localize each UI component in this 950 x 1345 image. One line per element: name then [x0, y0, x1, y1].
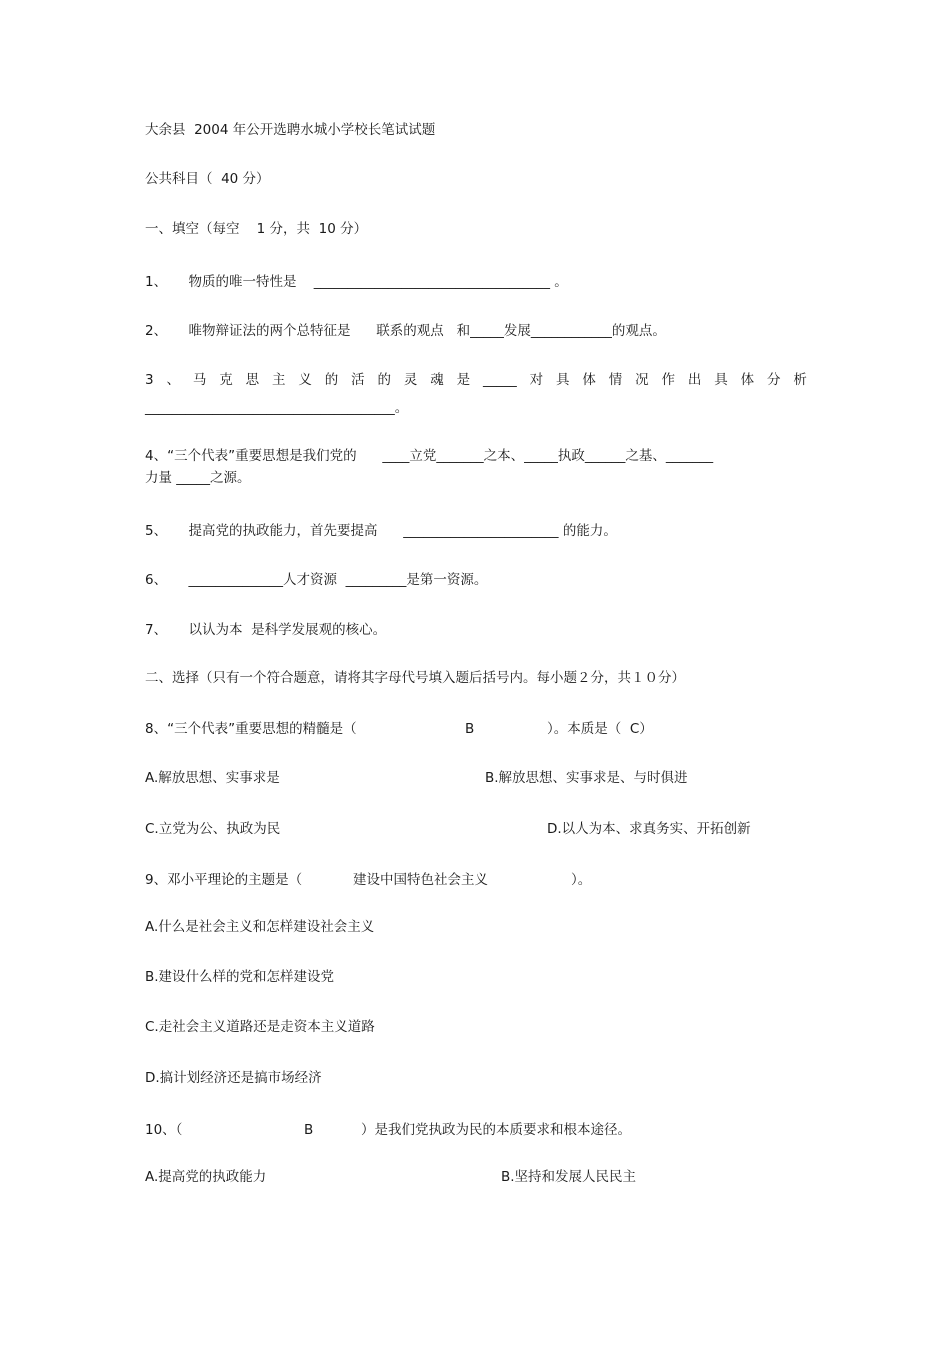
question-3-line-1 [145, 371, 807, 389]
question-10-stem: 10、（ [145, 1122, 183, 1138]
question-8-stem-end: ）。本质是（ C） [547, 721, 653, 737]
q9-option-c: C.走社会主义道路还是走资本主义道路 [145, 1019, 375, 1035]
q3-char: 主 [271, 372, 286, 388]
q3-char: 克 [219, 372, 233, 388]
q3-char: 是 [456, 372, 471, 388]
question-4-line-1: 4、“三个代表”重要思想是我们党的 ____立党_______之本、_____执政______之基、_______ [145, 448, 714, 464]
q3-char: 体 [740, 372, 755, 388]
q9-option-b: B.建设什么样的党和怎样建设党 [145, 969, 335, 985]
q3-char: 义 [298, 372, 312, 388]
q3-char: 、 [166, 372, 180, 388]
question-10-answer: B [304, 1122, 314, 1138]
q3-char: 作 [661, 372, 675, 388]
question-9-stem-end: ）。 [571, 872, 592, 888]
q3-char: 3 [145, 372, 154, 388]
question-1: 1、 物质的唯一特性是 ___________________________________ 。 [145, 274, 568, 290]
q3-char: 具 [714, 372, 728, 388]
q9-option-d: D.搞计划经济还是搞市场经济 [145, 1070, 322, 1086]
section-fill-in-heading: 一、填空（每空 1 分，共 10 分） [145, 221, 368, 237]
q3-char: 况 [635, 372, 649, 388]
q3-char: 析 [793, 372, 807, 388]
q3-char: 对 [529, 372, 544, 388]
section-choice-heading: 二、选择（只有一个符合题意，请将其字母代号填入题后括号内。每小题２分，共１０分） [145, 670, 685, 686]
q3-char: 魂 [430, 372, 444, 388]
subject-heading: 公共科目（ 40 分） [145, 171, 270, 187]
question-8-answer: B [465, 721, 475, 737]
q8-option-b: B.解放思想、实事求是、与时俱进 [485, 770, 688, 786]
q3-char: 分 [766, 372, 781, 388]
question-5: 5、 提高党的执政能力，首先要提高 _______________________ 的能力。 [145, 523, 617, 539]
q3-char: 具 [555, 372, 570, 388]
q10-option-a: A.提高党的执政能力 [145, 1169, 267, 1185]
q3-char: 活 [351, 372, 365, 388]
question-6: 6、 ______________人才资源 _________是第一资源。 [145, 572, 488, 588]
q8-option-d: D.以人为本、求真务实、开拓创新 [547, 821, 751, 837]
document-title: 大余县 2004 年公开选聘水城小学校长笔试试题 [145, 122, 436, 138]
q3-char: 思 [245, 372, 260, 388]
question-9-answer: 建设中国特色社会主义 [353, 872, 488, 888]
q3-char: 体 [582, 372, 596, 388]
question-3-line-2: _____________________________________。 [145, 400, 409, 416]
question-4-line-2: 力量 _____之源。 [145, 470, 251, 486]
q3-char: 情 [608, 372, 623, 388]
question-10-stem-end: ）是我们党执政为民的本质要求和根本途径。 [361, 1122, 631, 1138]
question-2: 2、 唯物辩证法的两个总特征是 联系的观点 和_____发展____________的观点。 [145, 323, 666, 339]
question-8-stem: 8、“三个代表”重要思想的精髓是（ [145, 721, 357, 737]
q3-char: 灵 [403, 372, 418, 388]
question-7: 7、 以认为本 是科学发展观的核心。 [145, 622, 387, 638]
q3-char: 马 [192, 372, 207, 388]
q8-option-a: A.解放思想、实事求是 [145, 770, 280, 786]
q3-char: 出 [687, 372, 702, 388]
q3-blank: _____ [482, 372, 517, 388]
q3-char: 的 [324, 372, 339, 388]
q10-option-b: B.坚持和发展人民民主 [501, 1169, 637, 1185]
q9-option-a: A.什么是社会主义和怎样建设社会主义 [145, 919, 375, 935]
q3-char: 的 [377, 372, 391, 388]
q8-option-c: C.立党为公、执政为民 [145, 821, 281, 837]
question-9-stem: 9、邓小平理论的主题是（ [145, 872, 303, 888]
